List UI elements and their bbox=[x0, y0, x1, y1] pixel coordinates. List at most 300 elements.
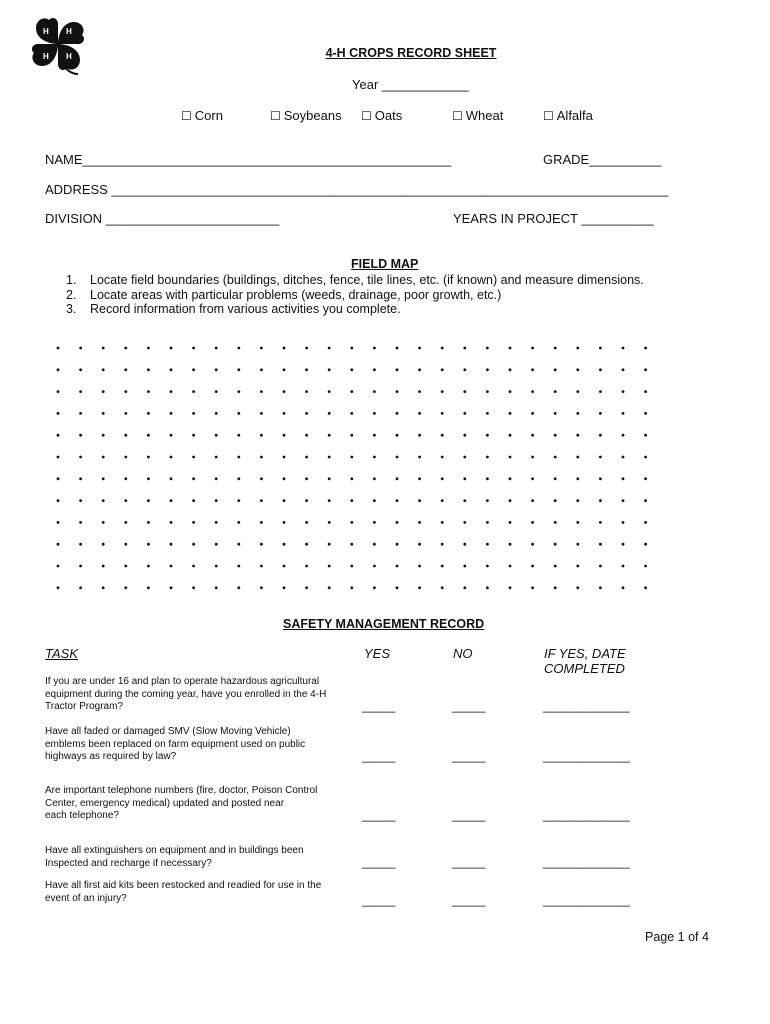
grid-dot bbox=[328, 456, 331, 459]
grid-dot bbox=[463, 521, 466, 524]
task-row: Have all first aid kits been restocked and readied for use in the event of an injury? bbox=[45, 880, 322, 904]
grid-dot bbox=[102, 456, 105, 459]
grid-dot bbox=[192, 456, 195, 459]
grid-dot bbox=[531, 477, 534, 480]
task-row: Are important telephone numbers (fire, doctor, Poison Control Center, emergency medical) updated and posted near each telephone? bbox=[45, 785, 318, 821]
grid-dot bbox=[486, 390, 489, 393]
grid-dot bbox=[305, 499, 308, 502]
task5-date-blank[interactable]: _____________ bbox=[543, 893, 630, 907]
grid-dot bbox=[486, 347, 489, 350]
grid-dot bbox=[373, 412, 376, 415]
grid-dot bbox=[509, 499, 512, 502]
grid-dot bbox=[509, 565, 512, 568]
grid-dot bbox=[260, 477, 263, 480]
grid-dot bbox=[350, 499, 353, 502]
grid-dot bbox=[486, 499, 489, 502]
grid-dot bbox=[147, 456, 150, 459]
grid-dot bbox=[644, 543, 647, 546]
task5-no-blank[interactable]: _____ bbox=[452, 893, 486, 907]
no-header: NO bbox=[453, 646, 473, 661]
svg-text:H: H bbox=[43, 52, 49, 61]
grid-dot bbox=[622, 347, 625, 350]
grid-dot bbox=[147, 521, 150, 524]
grid-dot bbox=[170, 543, 173, 546]
grid-dot bbox=[237, 412, 240, 415]
grid-dot bbox=[396, 412, 399, 415]
grid-dot bbox=[599, 456, 602, 459]
grid-dot bbox=[418, 368, 421, 371]
grid-dot bbox=[192, 390, 195, 393]
grid-dot bbox=[102, 477, 105, 480]
task3-date-blank[interactable]: _____________ bbox=[543, 808, 630, 822]
grid-dot bbox=[599, 434, 602, 437]
grid-dot bbox=[192, 565, 195, 568]
grid-dot bbox=[622, 434, 625, 437]
grid-dot bbox=[396, 434, 399, 437]
grid-dot bbox=[124, 434, 127, 437]
grid-dot bbox=[463, 499, 466, 502]
grid-dot bbox=[260, 565, 263, 568]
grid-dot bbox=[192, 586, 195, 589]
grid-dot bbox=[102, 412, 105, 415]
grid-dot bbox=[170, 586, 173, 589]
grid-dot bbox=[237, 434, 240, 437]
grid-dot bbox=[79, 543, 82, 546]
grid-dot bbox=[328, 368, 331, 371]
grid-dot bbox=[283, 565, 286, 568]
grid-dot bbox=[486, 565, 489, 568]
grid-dot bbox=[328, 477, 331, 480]
grid-dot bbox=[328, 586, 331, 589]
address-field[interactable]: ADDRESS _____________________________________________________________________________ bbox=[45, 182, 669, 197]
grid-dot bbox=[396, 347, 399, 350]
grid-dot bbox=[599, 565, 602, 568]
grid-dot bbox=[283, 543, 286, 546]
grid-dot bbox=[531, 543, 534, 546]
grid-dot bbox=[509, 390, 512, 393]
grid-dot bbox=[57, 521, 60, 524]
grid-dot bbox=[192, 434, 195, 437]
year-field[interactable]: Year ____________ bbox=[352, 77, 469, 92]
grid-dot bbox=[57, 456, 60, 459]
grid-dot bbox=[486, 586, 489, 589]
grid-dot bbox=[192, 543, 195, 546]
grid-dot bbox=[599, 368, 602, 371]
grid-dot bbox=[328, 412, 331, 415]
grid-dot bbox=[328, 499, 331, 502]
grid-dot bbox=[215, 390, 218, 393]
grid-dot bbox=[599, 477, 602, 480]
grid-dot bbox=[418, 499, 421, 502]
grid-dot bbox=[215, 521, 218, 524]
task-row: If you are under 16 and plan to operate hazardous agricultural equipment during the coming year, have you enrolled in the 4-H Tractor Program? bbox=[45, 676, 327, 712]
grid-dot bbox=[644, 368, 647, 371]
grid-dot bbox=[102, 434, 105, 437]
grid-dot bbox=[350, 565, 353, 568]
grid-dot bbox=[215, 368, 218, 371]
page-number: Page 1 of 4 bbox=[645, 930, 709, 944]
grid-dot bbox=[192, 368, 195, 371]
grid-dot bbox=[79, 412, 82, 415]
task1-yes-blank[interactable]: _____ bbox=[362, 699, 396, 713]
grid-dot bbox=[215, 543, 218, 546]
grid-dot bbox=[170, 521, 173, 524]
grid-dot bbox=[531, 412, 534, 415]
grid-dot bbox=[283, 412, 286, 415]
grid-dot bbox=[57, 586, 60, 589]
grid-dot bbox=[531, 347, 534, 350]
grid-dot bbox=[622, 586, 625, 589]
checkbox-wheat[interactable]: ☐ Wheat bbox=[452, 108, 504, 123]
grid-dot bbox=[441, 347, 444, 350]
grid-dot bbox=[531, 565, 534, 568]
grid-dot bbox=[418, 456, 421, 459]
grid-dot bbox=[79, 499, 82, 502]
grid-dot bbox=[644, 477, 647, 480]
grid-dot bbox=[192, 347, 195, 350]
grid-dot bbox=[509, 434, 512, 437]
grid-dot bbox=[463, 434, 466, 437]
grid-dot bbox=[305, 565, 308, 568]
grid-dot bbox=[79, 565, 82, 568]
task3-yes-blank[interactable]: _____ bbox=[362, 808, 396, 822]
grid-dot bbox=[554, 543, 557, 546]
svg-text:H: H bbox=[66, 52, 72, 61]
grid-dot bbox=[463, 565, 466, 568]
task-row: Have all faded or damaged SMV (Slow Moving Vehicle) emblems been replaced on farm equipment used on public highways as required by law? bbox=[45, 726, 306, 762]
grid-dot bbox=[576, 347, 579, 350]
grid-dot bbox=[418, 565, 421, 568]
name-field[interactable]: NAME___________________________________________________ bbox=[45, 152, 452, 167]
grid-dot bbox=[644, 390, 647, 393]
grid-dot bbox=[576, 368, 579, 371]
grid-dot bbox=[599, 586, 602, 589]
grid-dot bbox=[170, 477, 173, 480]
grid-dot bbox=[441, 499, 444, 502]
grid-dot bbox=[350, 543, 353, 546]
grid-dot bbox=[215, 347, 218, 350]
date-header-line2: COMPLETED bbox=[544, 661, 625, 676]
checkbox-icon: ☐ bbox=[181, 109, 192, 123]
task5-yes-blank[interactable]: _____ bbox=[362, 893, 396, 907]
checkbox-soybeans[interactable]: ☐ Soybeans bbox=[270, 108, 342, 123]
grid-dot bbox=[350, 412, 353, 415]
grid-dot bbox=[644, 499, 647, 502]
grade-field[interactable]: GRADE__________ bbox=[543, 152, 662, 167]
grid-dot bbox=[260, 521, 263, 524]
grid-dot bbox=[124, 456, 127, 459]
grid-dot bbox=[554, 565, 557, 568]
grid-dot bbox=[79, 390, 82, 393]
grid-dot bbox=[576, 499, 579, 502]
grid-dot bbox=[57, 543, 60, 546]
grid-dot bbox=[576, 412, 579, 415]
grid-dot bbox=[396, 499, 399, 502]
task-header: TASK bbox=[45, 646, 78, 661]
grid-dot bbox=[554, 586, 557, 589]
grid-dot bbox=[192, 477, 195, 480]
grid-dot bbox=[396, 456, 399, 459]
grid-dot bbox=[509, 412, 512, 415]
grid-dot bbox=[576, 477, 579, 480]
grid-dot bbox=[57, 499, 60, 502]
division-field[interactable]: DIVISION ________________________ bbox=[45, 211, 280, 226]
grid-dot bbox=[396, 586, 399, 589]
task2-yes-blank[interactable]: _____ bbox=[362, 749, 396, 763]
years-in-project-field[interactable]: YEARS IN PROJECT __________ bbox=[453, 211, 654, 226]
grid-dot bbox=[531, 368, 534, 371]
grid-dot bbox=[396, 565, 399, 568]
grid-dot bbox=[237, 499, 240, 502]
grid-dot bbox=[463, 390, 466, 393]
grid-dot bbox=[599, 499, 602, 502]
grid-dot bbox=[418, 586, 421, 589]
grid-dot bbox=[147, 565, 150, 568]
grid-dot bbox=[147, 390, 150, 393]
grid-dot bbox=[215, 499, 218, 502]
grid-dot bbox=[486, 368, 489, 371]
page-title: 4-H CROPS RECORD SHEET bbox=[325, 46, 497, 60]
grid-dot bbox=[305, 368, 308, 371]
grid-dot bbox=[644, 434, 647, 437]
grid-dot bbox=[554, 390, 557, 393]
task2-no-blank[interactable]: _____ bbox=[452, 749, 486, 763]
grid-dot bbox=[373, 543, 376, 546]
grid-dot bbox=[237, 543, 240, 546]
grid-dot bbox=[418, 347, 421, 350]
grid-dot bbox=[463, 368, 466, 371]
grid-dot bbox=[170, 565, 173, 568]
grid-dot bbox=[509, 477, 512, 480]
grid-dot bbox=[622, 499, 625, 502]
grid-dot bbox=[509, 456, 512, 459]
grid-dot bbox=[147, 477, 150, 480]
grid-dot bbox=[260, 586, 263, 589]
grid-dot bbox=[373, 456, 376, 459]
grid-dot bbox=[418, 477, 421, 480]
grid-dot bbox=[283, 368, 286, 371]
grid-dot bbox=[57, 434, 60, 437]
grid-dot bbox=[102, 586, 105, 589]
grid-dot bbox=[531, 434, 534, 437]
grid-dot bbox=[79, 456, 82, 459]
grid-dot bbox=[373, 390, 376, 393]
grid-dot bbox=[463, 456, 466, 459]
field-map-title: FIELD MAP bbox=[351, 257, 419, 271]
grid-dot bbox=[237, 347, 240, 350]
grid-dot bbox=[215, 565, 218, 568]
grid-dot bbox=[509, 586, 512, 589]
grid-dot bbox=[170, 390, 173, 393]
grid-dot bbox=[147, 543, 150, 546]
grid-dot bbox=[644, 586, 647, 589]
grid-dot bbox=[57, 368, 60, 371]
grid-dot bbox=[350, 456, 353, 459]
grid-dot bbox=[79, 368, 82, 371]
task-row: Have all extinguishers on equipment and in buildings been Inspected and recharge if necessary? bbox=[45, 845, 304, 869]
grid-dot bbox=[463, 412, 466, 415]
grid-dot bbox=[170, 368, 173, 371]
grid-dot bbox=[441, 456, 444, 459]
task2-date-blank[interactable]: _____________ bbox=[543, 749, 630, 763]
grid-dot bbox=[373, 565, 376, 568]
grid-dot bbox=[237, 368, 240, 371]
grid-dot bbox=[147, 412, 150, 415]
grid-dot bbox=[441, 586, 444, 589]
grid-dot bbox=[237, 565, 240, 568]
grid-dot bbox=[509, 347, 512, 350]
grid-dot bbox=[373, 586, 376, 589]
task1-no-blank[interactable]: _____ bbox=[452, 699, 486, 713]
grid-dot bbox=[102, 499, 105, 502]
grid-dot bbox=[576, 565, 579, 568]
grid-dot bbox=[373, 434, 376, 437]
grid-dot bbox=[486, 434, 489, 437]
grid-dot bbox=[260, 499, 263, 502]
grid-dot bbox=[441, 368, 444, 371]
grid-dot bbox=[373, 521, 376, 524]
grid-dot bbox=[622, 390, 625, 393]
checkbox-icon: ☐ bbox=[452, 109, 463, 123]
grid-dot bbox=[622, 477, 625, 480]
instruction-2: 2. Locate areas with particular problems (weeds, drainage, poor growth, etc.) bbox=[66, 288, 502, 302]
grid-dot bbox=[350, 477, 353, 480]
grid-dot bbox=[260, 456, 263, 459]
grid-dot bbox=[283, 390, 286, 393]
grid-dot bbox=[57, 565, 60, 568]
grid-dot bbox=[622, 412, 625, 415]
grid-dot bbox=[350, 390, 353, 393]
field-map-dot-grid[interactable] bbox=[48, 338, 668, 603]
grid-dot bbox=[283, 521, 286, 524]
task1-date-blank[interactable]: _____________ bbox=[543, 699, 630, 713]
grid-dot bbox=[554, 499, 557, 502]
checkbox-alfalfa[interactable]: ☐ Alfalfa bbox=[543, 108, 593, 123]
grid-dot bbox=[441, 477, 444, 480]
date-header-line1: IF YES, DATE bbox=[544, 646, 626, 661]
svg-text:H: H bbox=[43, 27, 49, 36]
grid-dot bbox=[102, 521, 105, 524]
task3-no-blank[interactable]: _____ bbox=[452, 808, 486, 822]
grid-dot bbox=[124, 499, 127, 502]
grid-dot bbox=[622, 456, 625, 459]
grid-dot bbox=[102, 543, 105, 546]
grid-dot bbox=[170, 456, 173, 459]
grid-dot bbox=[418, 543, 421, 546]
grid-dot bbox=[554, 412, 557, 415]
grid-dot bbox=[215, 456, 218, 459]
grid-dot bbox=[463, 347, 466, 350]
grid-dot bbox=[441, 521, 444, 524]
grid-dot bbox=[463, 586, 466, 589]
task4-yes-blank[interactable]: _____ bbox=[362, 855, 396, 869]
grid-dot bbox=[283, 477, 286, 480]
grid-dot bbox=[576, 456, 579, 459]
grid-dot bbox=[305, 586, 308, 589]
grid-dot bbox=[599, 390, 602, 393]
grid-dot bbox=[215, 477, 218, 480]
safety-title: SAFETY MANAGEMENT RECORD bbox=[283, 617, 485, 631]
grid-dot bbox=[531, 499, 534, 502]
grid-dot bbox=[486, 412, 489, 415]
checkbox-icon: ☐ bbox=[361, 109, 372, 123]
grid-dot bbox=[328, 434, 331, 437]
task4-date-blank[interactable]: _____________ bbox=[543, 855, 630, 869]
grid-dot bbox=[283, 456, 286, 459]
grid-dot bbox=[57, 477, 60, 480]
grid-dot bbox=[644, 565, 647, 568]
grid-dot bbox=[102, 390, 105, 393]
grid-dot bbox=[260, 390, 263, 393]
grid-dot bbox=[283, 347, 286, 350]
grid-dot bbox=[305, 434, 308, 437]
grid-dot bbox=[283, 499, 286, 502]
grid-dot bbox=[373, 368, 376, 371]
grid-dot bbox=[599, 412, 602, 415]
grid-dot bbox=[418, 412, 421, 415]
grid-dot bbox=[147, 347, 150, 350]
checkbox-corn[interactable]: ☐ Corn bbox=[181, 108, 223, 123]
grid-dot bbox=[622, 565, 625, 568]
grid-dot bbox=[170, 499, 173, 502]
grid-dot bbox=[305, 543, 308, 546]
grid-dot bbox=[350, 586, 353, 589]
grid-dot bbox=[576, 543, 579, 546]
grid-dot bbox=[328, 543, 331, 546]
grid-dot bbox=[237, 586, 240, 589]
grid-dot bbox=[215, 434, 218, 437]
grid-dot bbox=[305, 521, 308, 524]
grid-dot bbox=[124, 390, 127, 393]
grid-dot bbox=[350, 434, 353, 437]
grid-dot bbox=[260, 347, 263, 350]
grid-dot bbox=[531, 521, 534, 524]
grid-dot bbox=[396, 521, 399, 524]
grid-dot bbox=[124, 543, 127, 546]
grid-dot bbox=[509, 543, 512, 546]
grid-dot bbox=[599, 521, 602, 524]
grid-dot bbox=[509, 368, 512, 371]
grid-dot bbox=[418, 434, 421, 437]
grid-dot bbox=[599, 543, 602, 546]
grid-dot bbox=[102, 347, 105, 350]
grid-dot bbox=[102, 368, 105, 371]
grid-dot bbox=[124, 565, 127, 568]
grid-dot bbox=[554, 368, 557, 371]
instruction-1: 1. Locate field boundaries (buildings, ditches, fence, tile lines, etc. (if known) and measure dimensions. bbox=[66, 273, 644, 287]
grid-dot bbox=[260, 543, 263, 546]
grid-dot bbox=[170, 347, 173, 350]
grid-dot bbox=[486, 477, 489, 480]
grid-dot bbox=[350, 368, 353, 371]
grid-dot bbox=[79, 347, 82, 350]
grid-dot bbox=[79, 477, 82, 480]
grid-dot bbox=[237, 477, 240, 480]
grid-dot bbox=[124, 521, 127, 524]
grid-dot bbox=[486, 543, 489, 546]
grid-dot bbox=[644, 456, 647, 459]
grid-dot bbox=[622, 543, 625, 546]
grid-dot bbox=[79, 586, 82, 589]
grid-dot bbox=[328, 521, 331, 524]
grid-dot bbox=[305, 412, 308, 415]
grid-dot bbox=[283, 434, 286, 437]
grid-dot bbox=[57, 412, 60, 415]
checkbox-oats[interactable]: ☐ Oats bbox=[361, 108, 403, 123]
grid-dot bbox=[396, 368, 399, 371]
task4-no-blank[interactable]: _____ bbox=[452, 855, 486, 869]
grid-dot bbox=[509, 521, 512, 524]
